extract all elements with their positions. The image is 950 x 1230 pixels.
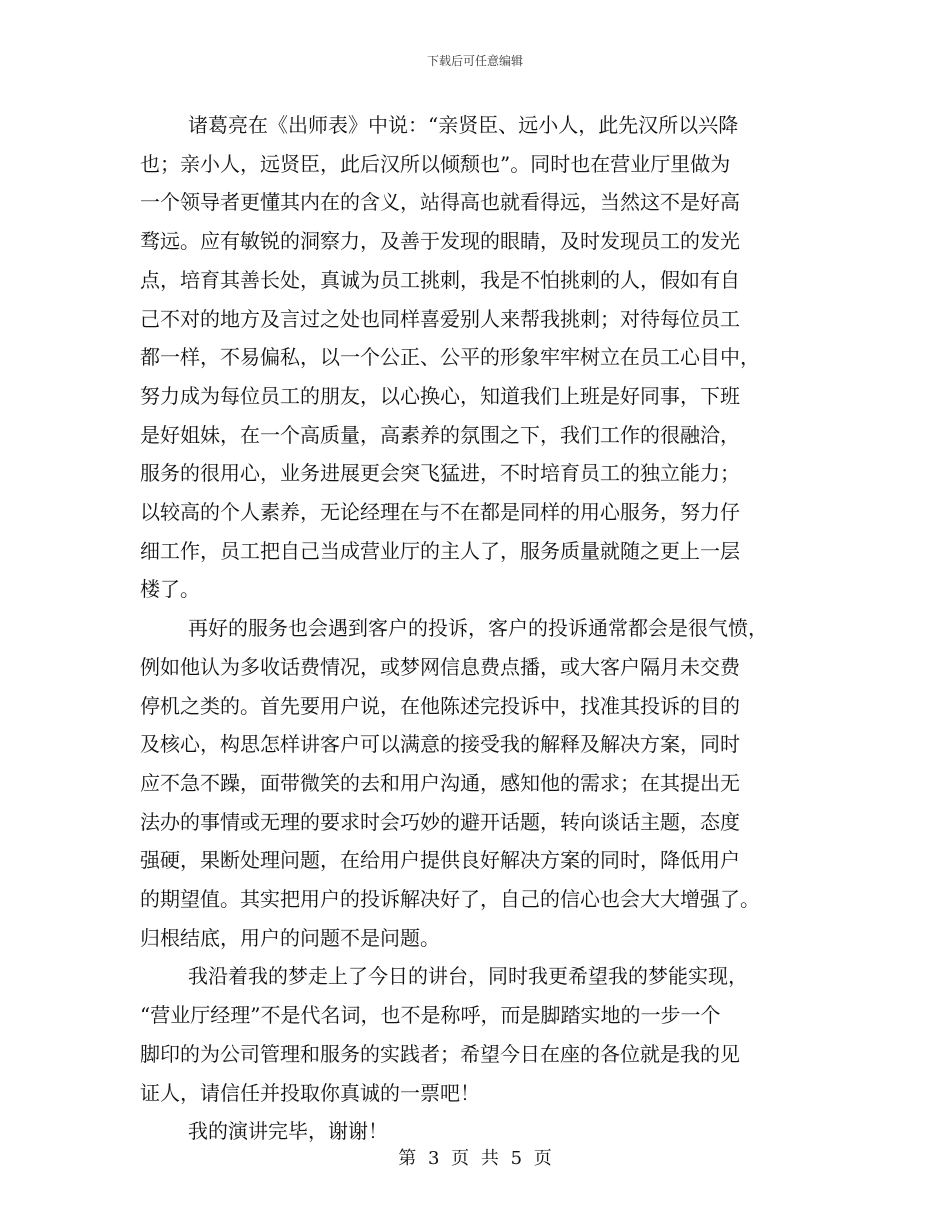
text-line: 脚印的为公司管理和服务的实践者；希望今日在座的各位就是我的见	[140, 1041, 740, 1066]
text-line: 例如他认为多收话费情况，或梦网信息费点播，或大客户隔月未交费	[140, 654, 740, 679]
text-line: 再好的服务也会遇到客户的投诉，客户的投诉通常都会是很气愤，	[188, 616, 768, 641]
text-line: 归根结底，用户的问题不是问题。	[140, 925, 440, 950]
document-body	[140, 106, 810, 1151]
paragraph-dream	[140, 957, 810, 1112]
text-line: 也；亲小人，远贤臣，此后汉所以倾颓也”。同时也在营业厅里做为	[140, 151, 731, 176]
text-line: 我的演讲完毕，谢谢！	[188, 1119, 388, 1144]
paragraph-leadership	[140, 106, 810, 609]
text-line: 诸葛亮在《出师表》中说：“亲贤臣、远小人，此先汉所以兴降	[188, 113, 739, 137]
text-line: 应不急不躁，面带微笑的去和用户沟通，感知他的需求；在其提出无	[140, 770, 740, 795]
text-line: 骛远。应有敏锐的洞察力，及善于发现的眼睛，及时发现员工的发光	[140, 229, 740, 254]
text-line: 的期望值。其实把用户的投诉解决好了，自己的信心也会大大增强了。	[140, 887, 760, 912]
text-line: 停机之类的。首先要用户说，在他陈述完投诉中，找准其投诉的目的	[140, 693, 740, 718]
text-line: 一个领导者更懂其内在的含义，站得高也就看得远，当然这不是好高	[140, 190, 740, 215]
text-line: 己不对的地方及言过之处也同样喜爱别人来帮我挑刺；对待每位员工	[140, 306, 740, 331]
text-line: 我沿着我的梦走上了今日的讲台，同时我更希望我的梦能实现，	[188, 964, 748, 989]
text-line: 证人，请信任并投取你真诚的一票吧！	[140, 1080, 480, 1105]
paragraph-closing	[140, 1112, 810, 1151]
text-line: 是好姐妹，在一个高质量，高素养的氛围之下，我们工作的很融洽，	[140, 422, 740, 447]
page-header: 下载后可任意编辑	[426, 54, 523, 68]
text-line: 努力成为每位员工的朋友，以心换心，知道我们上班是好同事，下班	[140, 383, 740, 408]
text-line: 以较高的个人素养，无论经理在与不在都是同样的用心服务，努力仔	[140, 500, 740, 525]
text-line: 及核心，构思怎样讲客户可以满意的接受我的解释及解决方案，同时	[140, 732, 740, 757]
text-line: 服务的很用心，业务进展更会突飞猛进，不时培育员工的独立能力；	[140, 461, 740, 486]
text-line: 法办的事情或无理的要求时会巧妙的避开话题，转向谈话主题，态度	[140, 809, 740, 834]
text-line: 强硬，果断处理问题，在给用户提供良好解决方案的同时，降低用户	[140, 848, 740, 873]
text-line: 细工作，员工把自己当成营业厅的主人了，服务质量就随之更上一层	[140, 538, 740, 563]
text-line: 点，培育其善长处，真诚为员工挑刺，我是不怕挑刺的人，假如有自	[140, 267, 740, 292]
paragraph-complaints	[140, 609, 810, 957]
page-number-footer: 第 3 页 共 5 页	[398, 1148, 552, 1169]
text-line: 楼了。	[140, 577, 200, 602]
text-line: “营业厅经理”不是代名词，也不是称呼，而是脚踏实地的一步一个	[140, 1003, 721, 1028]
text-line: 都一样，不易偏私，以一个公正、公平的形象牢牢树立在员工心目中，	[140, 345, 760, 370]
